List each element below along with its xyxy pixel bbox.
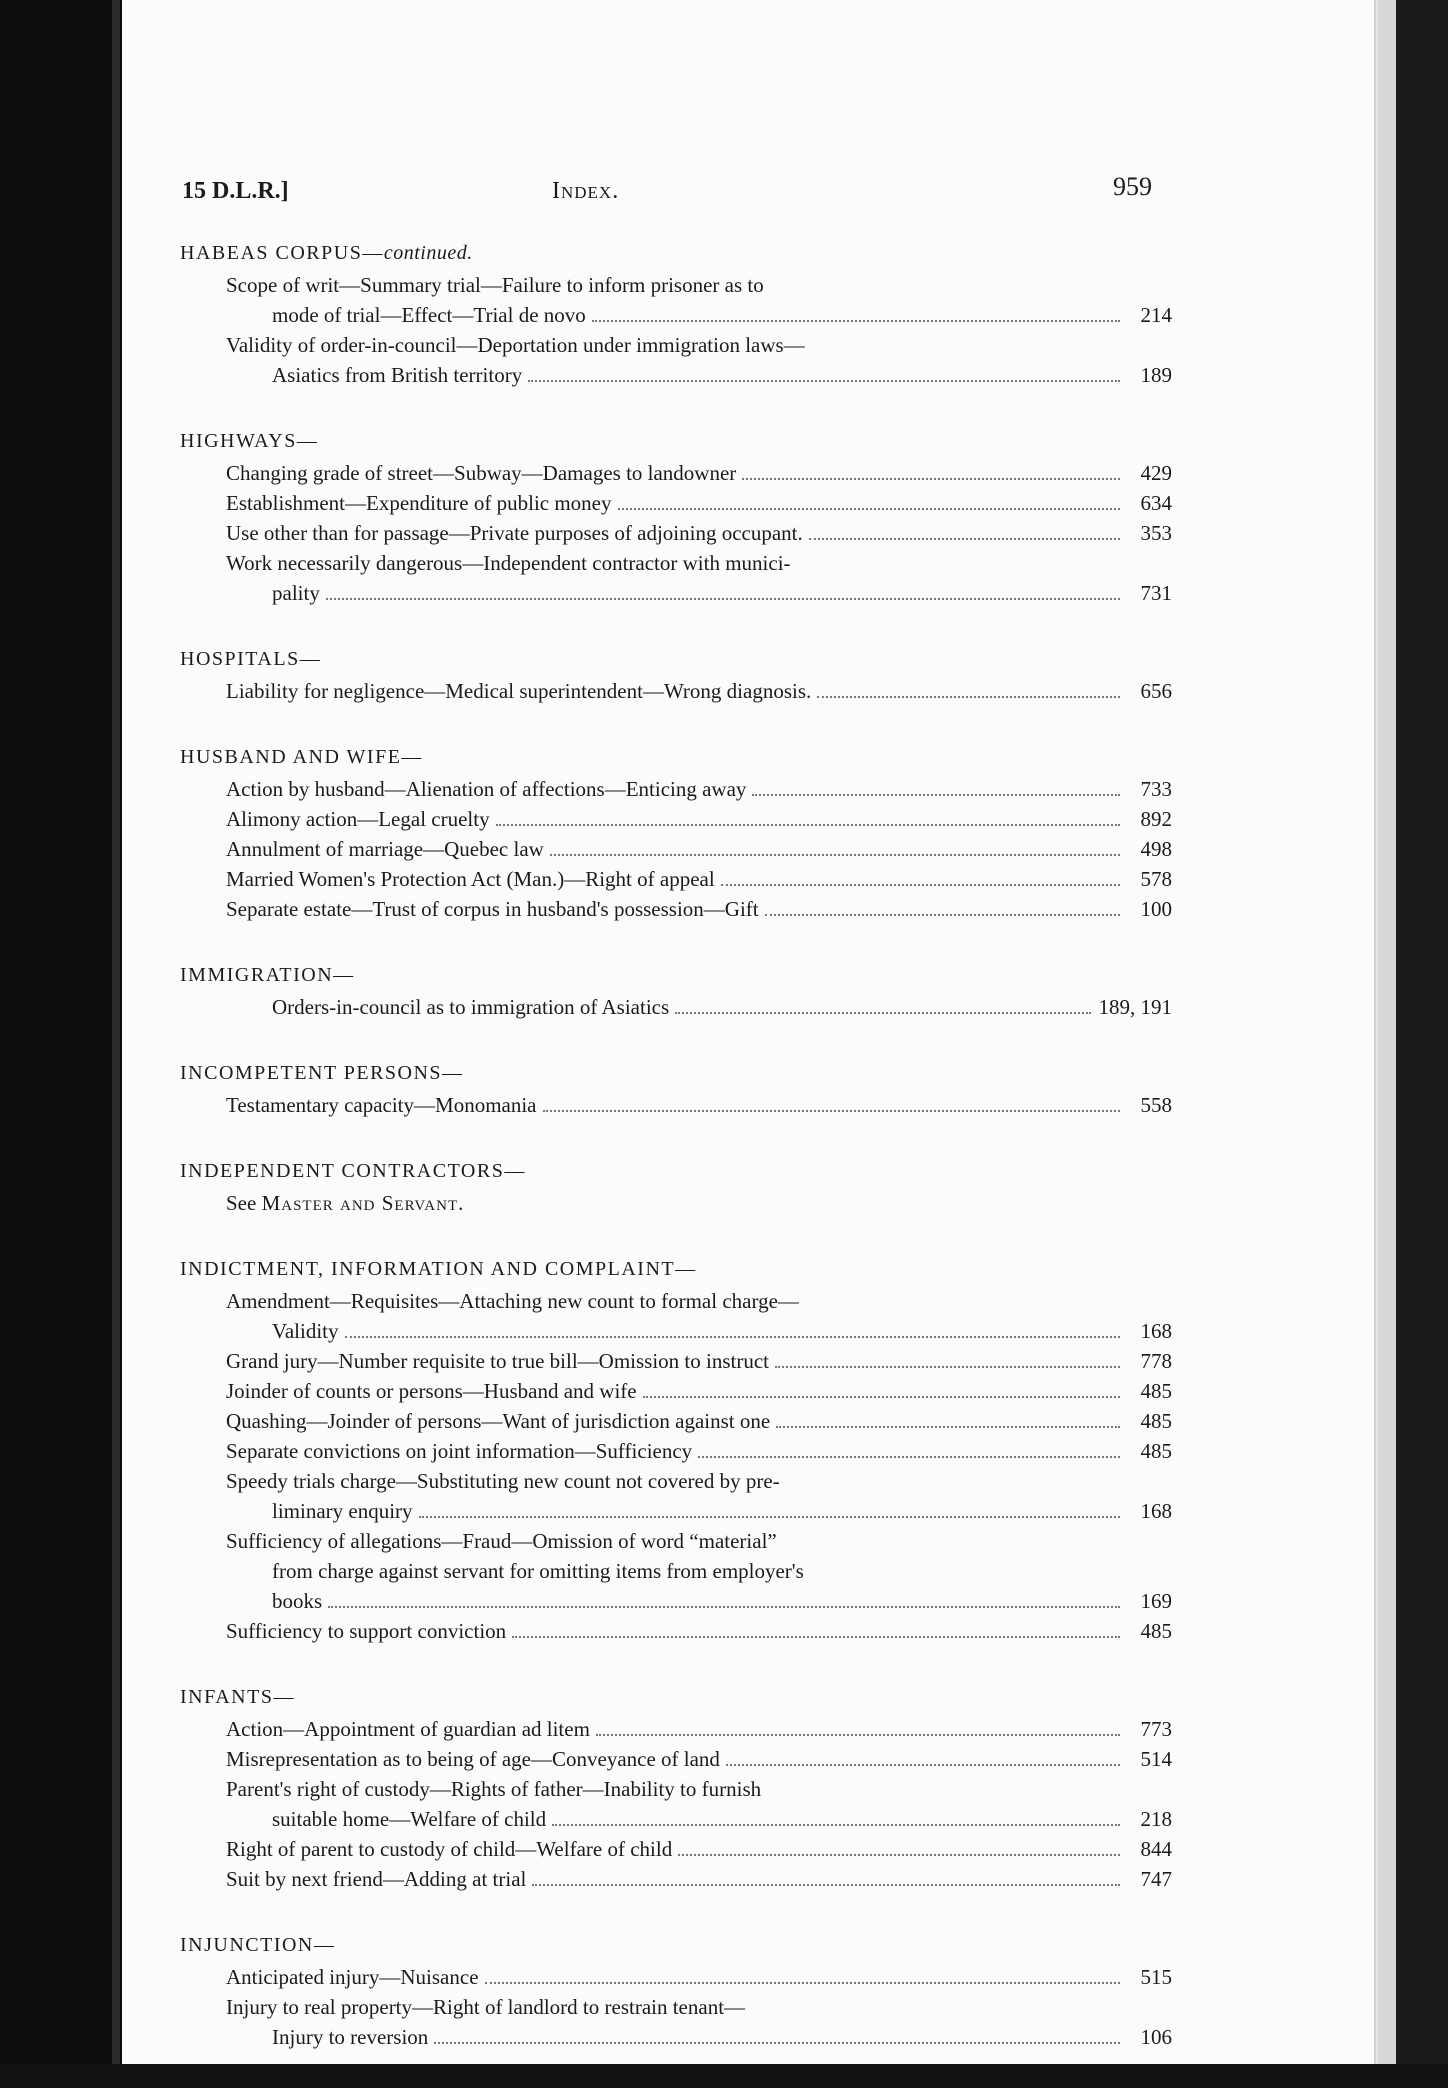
index-section [180, 960, 1180, 1022]
page-reference: 892 [1140, 807, 1172, 831]
section-heading [180, 644, 1180, 674]
entry-text-line: Sufficiency of allegations—Fraud—Omission of word “material” [226, 1529, 777, 1553]
index-section [180, 238, 1180, 390]
entry-text-line: Scope of writ—Summary trial—Failure to inform prisoner as to [226, 273, 764, 297]
see-prefix: See [226, 1191, 257, 1215]
index-entry [180, 548, 1180, 608]
index-entry [180, 834, 1180, 864]
entry-text-line: books [272, 1589, 323, 1613]
entry-text-line: Injury to real property—Right of landlord to restrain tenant— [226, 1995, 746, 2019]
dot-leader [596, 1734, 1120, 1736]
index-entry [180, 774, 1180, 804]
index-entry [180, 1992, 1180, 2052]
index-content [180, 238, 1180, 2088]
section-heading-text: INFANTS— [180, 1686, 295, 1708]
dot-leader [742, 478, 1120, 480]
entry-text-line: Asiatics from British territory [272, 363, 523, 387]
continued-label: continued. [383, 242, 473, 264]
entry-text: Joinder of counts or persons—Husband and wife [226, 1379, 637, 1403]
entry-text: Separate estate—Trust of corpus in husband's possession—Gift [226, 897, 759, 921]
page-reference: 189, 191 [1098, 995, 1172, 1019]
page-number: 959 [1113, 172, 1152, 201]
entry-text: Annulment of marriage—Quebec law [226, 837, 544, 861]
index-entry [180, 1616, 1180, 1646]
index-entry [180, 1864, 1180, 1894]
running-head [182, 172, 1152, 212]
entry-text: Suit by next friend—Adding at trial [226, 1867, 527, 1891]
page-edge-band [1378, 0, 1396, 2064]
index-entry [180, 1436, 1180, 1466]
section-heading [180, 426, 1180, 456]
index-section [180, 1156, 1180, 1218]
entry-text: Establishment—Expenditure of public money [226, 491, 612, 515]
entry-text: Orders-in-council as to immigration of Asiatics [272, 995, 670, 1019]
section-heading-text: HIGHWAYS— [180, 430, 319, 452]
index-entry [180, 804, 1180, 834]
page-reference: 578 [1140, 867, 1172, 891]
entry-text-line: Injury to reversion [272, 2025, 429, 2049]
entry-text-line: Amendment—Requisites—Attaching new count to formal charge— [226, 1289, 799, 1313]
page-reference: 168 [1140, 1499, 1172, 1523]
page-reference: 485 [1140, 1619, 1172, 1643]
page-reference: 218 [1140, 1807, 1172, 1831]
index-entry [180, 330, 1180, 390]
dot-leader [592, 320, 1120, 322]
index-entry [180, 270, 1180, 330]
section-heading-text: INCOMPETENT PERSONS— [180, 1062, 464, 1084]
scan-left-margin [0, 0, 122, 2064]
see-target: Master and Servant. [261, 1191, 465, 1215]
entry-text: Sufficiency to support conviction [226, 1619, 507, 1643]
dot-leader [419, 1516, 1120, 1518]
dot-leader [678, 1854, 1120, 1856]
section-heading-text: INDEPENDENT CONTRACTORS— [180, 1160, 526, 1182]
index-entry [180, 1774, 1180, 1834]
page-reference: 106 [1140, 2025, 1172, 2049]
page-reference: 514 [1140, 1747, 1172, 1771]
dot-leader [675, 1012, 1090, 1014]
index-entry [180, 488, 1180, 518]
entry-text-line: mode of trial—Effect—Trial de novo [272, 303, 586, 327]
index-section [180, 1058, 1180, 1120]
index-entry [180, 458, 1180, 488]
index-entry [180, 992, 1180, 1022]
page-reference: 731 [1140, 581, 1172, 605]
index-section [180, 1930, 1180, 2052]
page-reference: 214 [1140, 303, 1172, 327]
index-entry [180, 1526, 1180, 1616]
index-entry [180, 864, 1180, 894]
entry-text-line: suitable home—Welfare of child [272, 1807, 547, 1831]
index-entry [180, 1962, 1180, 1992]
dot-leader [809, 538, 1120, 540]
dot-leader [528, 380, 1120, 382]
page-reference: 429 [1140, 461, 1172, 485]
dot-leader [496, 824, 1120, 826]
section-heading-text: IMMIGRATION— [180, 964, 355, 986]
entry-text-line: from charge against servant for omitting items from employer's [272, 1559, 804, 1583]
section-heading [180, 1682, 1180, 1712]
index-entry [180, 1744, 1180, 1774]
index-entry [180, 518, 1180, 548]
dot-leader [817, 696, 1120, 698]
section-heading-text: HABEAS CORPUS— [180, 242, 384, 264]
page-reference: 100 [1140, 897, 1172, 921]
dot-leader [643, 1396, 1120, 1398]
page-reference: 168 [1140, 1319, 1172, 1343]
entry-text: Use other than for passage—Private purposes of adjoining occupant. [226, 521, 803, 545]
index-section [180, 426, 1180, 608]
page-reference: 498 [1140, 837, 1172, 861]
index-entry [180, 1834, 1180, 1864]
page-reference: 485 [1140, 1379, 1172, 1403]
section-heading [180, 1156, 1180, 1186]
section-heading [180, 960, 1180, 990]
index-section [180, 644, 1180, 706]
entry-text: Anticipated injury—Nuisance [226, 1965, 479, 1989]
entry-text: Alimony action—Legal cruelty [226, 807, 490, 831]
index-entry [180, 1376, 1180, 1406]
entry-text-line: liminary enquiry [272, 1499, 413, 1523]
entry-text-line: Speedy trials charge—Substituting new count not covered by pre- [226, 1469, 780, 1493]
entry-text: Quashing—Joinder of persons—Want of jurisdiction against one [226, 1409, 771, 1433]
page-reference: 733 [1140, 777, 1172, 801]
entry-text: Grand jury—Number requisite to true bill—Omission to instruct [226, 1349, 770, 1373]
index-entry [180, 1406, 1180, 1436]
scan-binding-strip [112, 0, 120, 2064]
entry-text: Changing grade of street—Subway—Damages to landowner [226, 461, 737, 485]
entry-text-line: Validity of order-in-council—Deportation under immigration laws— [226, 333, 805, 357]
page-reference: 485 [1140, 1409, 1172, 1433]
volume-reference: 15 D.L.R.] [182, 178, 289, 204]
index-entry [180, 894, 1180, 924]
page-reference: 558 [1140, 1093, 1172, 1117]
dot-leader [775, 1366, 1120, 1368]
index-entry [180, 676, 1180, 706]
dot-leader [765, 914, 1120, 916]
dot-leader [752, 794, 1120, 796]
dot-leader [543, 1110, 1121, 1112]
page-title: Index. [552, 178, 620, 204]
index-entry [180, 1714, 1180, 1744]
section-heading [180, 1058, 1180, 1088]
dot-leader [345, 1336, 1121, 1338]
section-heading-text: HOSPITALS— [180, 648, 322, 670]
section-heading [180, 1254, 1180, 1284]
section-heading-text: INJUNCTION— [180, 1934, 336, 1956]
index-entry [180, 1346, 1180, 1376]
page-reference: 773 [1140, 1717, 1172, 1741]
dot-leader [552, 1824, 1120, 1826]
dot-leader [532, 1884, 1120, 1886]
entry-text: Separate convictions on joint information—Sufficiency [226, 1439, 693, 1463]
index-entry [180, 1286, 1180, 1346]
section-heading [180, 742, 1180, 772]
page-reference: 634 [1140, 491, 1172, 515]
entry-text: Action—Appointment of guardian ad litem [226, 1717, 590, 1741]
entry-text: Misrepresentation as to being of age—Conveyance of land [226, 1747, 720, 1771]
dot-leader [698, 1456, 1120, 1458]
page-reference: 747 [1140, 1867, 1172, 1891]
page-reference: 169 [1140, 1589, 1172, 1613]
dot-leader [326, 598, 1120, 600]
dot-leader [434, 2042, 1120, 2044]
dot-leader [328, 1606, 1120, 1608]
dot-leader [550, 854, 1120, 856]
dot-leader [726, 1764, 1120, 1766]
index-section [180, 1254, 1180, 1646]
entry-text: Right of parent to custody of child—Welfare of child [226, 1837, 673, 1861]
entry-text: Testamentary capacity—Monomania [226, 1093, 537, 1117]
dot-leader [721, 884, 1120, 886]
entry-text-line: Work necessarily dangerous—Independent contractor with munici- [226, 551, 791, 575]
page-reference: 189 [1140, 363, 1172, 387]
dot-leader [512, 1636, 1120, 1638]
dot-leader [618, 508, 1120, 510]
index-entry [180, 1466, 1180, 1526]
page-reference: 353 [1140, 521, 1172, 545]
entry-text-line: pality [272, 581, 320, 605]
dot-leader [485, 1982, 1120, 1984]
section-heading-text: INDICTMENT, INFORMATION AND COMPLAINT— [180, 1258, 697, 1280]
index-section [180, 1682, 1180, 1894]
index-section [180, 742, 1180, 924]
section-heading [180, 238, 1180, 268]
page-reference: 515 [1140, 1965, 1172, 1989]
page-reference: 778 [1140, 1349, 1172, 1373]
page-reference: 656 [1140, 679, 1172, 703]
entry-text-line: Parent's right of custody—Rights of father—Inability to furnish [226, 1777, 762, 1801]
entry-text: Liability for negligence—Medical superintendent—Wrong diagnosis. [226, 679, 812, 703]
entry-text: Action by husband—Alienation of affections—Enticing away [226, 777, 747, 801]
entry-text: Married Women's Protection Act (Man.)—Right of appeal [226, 867, 715, 891]
dot-leader [776, 1426, 1120, 1428]
section-heading-text: HUSBAND AND WIFE— [180, 746, 423, 768]
see-reference [180, 1188, 1180, 1218]
page-reference: 485 [1140, 1439, 1172, 1463]
section-heading [180, 1930, 1180, 1960]
page-reference: 844 [1140, 1837, 1172, 1861]
index-entry [180, 1090, 1180, 1120]
entry-text-line: Validity [272, 1319, 339, 1343]
scan-right-border [1396, 0, 1448, 2064]
